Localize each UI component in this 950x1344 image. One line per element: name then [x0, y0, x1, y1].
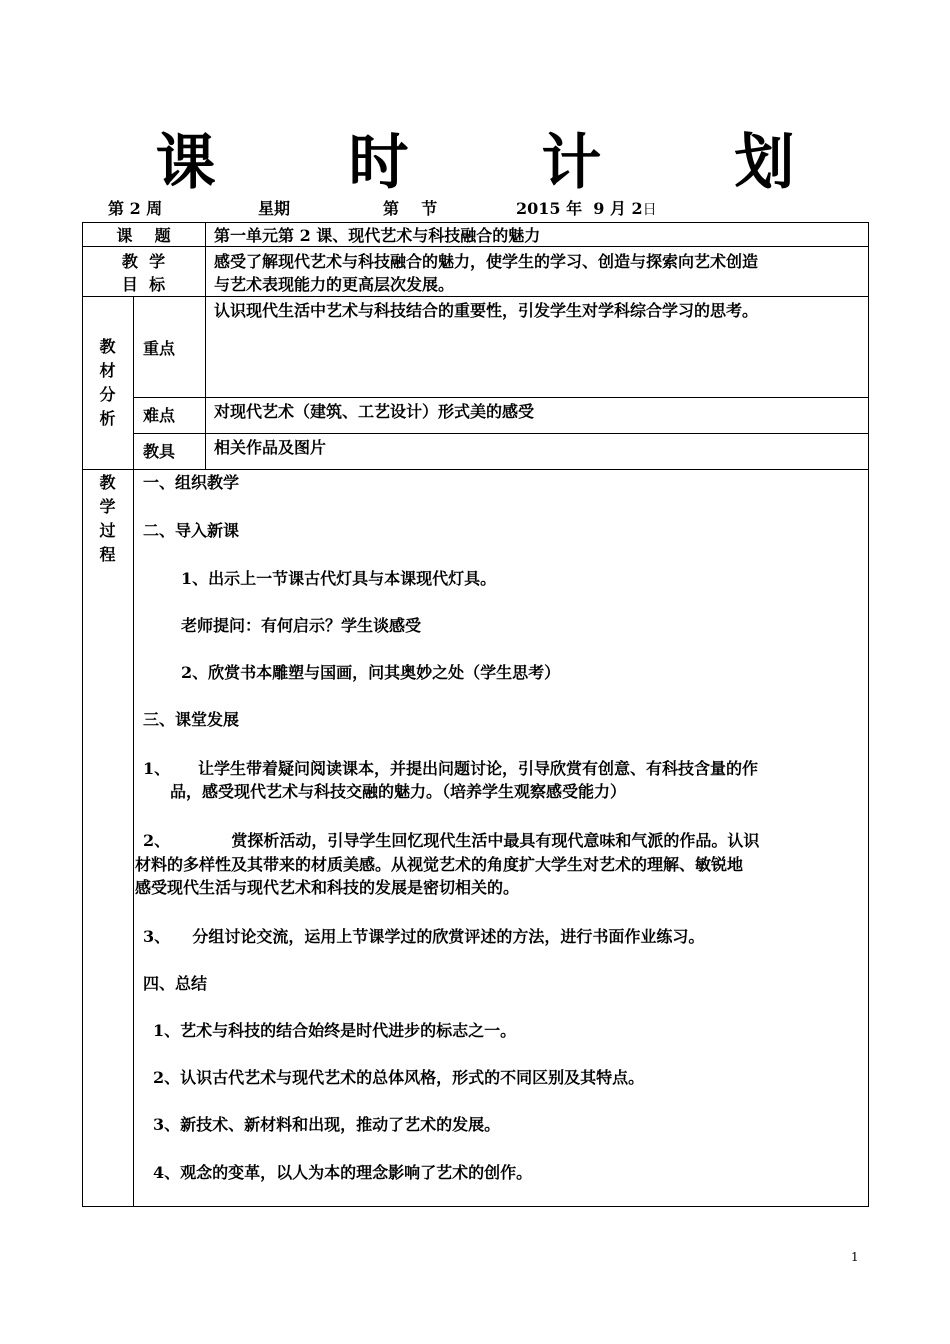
process-label: [82, 471, 133, 567]
process-line: 1、出示上一节课古代灯具与本课现代灯具。: [181, 569, 497, 588]
column-divider: [133, 296, 134, 1207]
process-line: 1、 让学生带着疑问阅读课本，并提出问题讨论，引导欣赏有创意、有科技含量的作: [143, 759, 758, 778]
analysis-label: [82, 335, 133, 431]
key-point-value: 认识现代生活中艺术与科技结合的重要性，引发学生对学科综合学习的思考。: [214, 301, 759, 320]
difficulty-label: 难点: [143, 406, 176, 425]
process-line: 2、认识古代艺术与现代艺术的总体风格，形式的不同区别及其特点。: [153, 1068, 645, 1087]
process-line: 2、欣赏书本雕塑与国画，问其奥妙之处（学生思考）: [181, 663, 561, 682]
page-number: 1: [851, 1250, 859, 1264]
analysis-label-char: 教: [99, 337, 116, 356]
process-line: 品，感受现代艺术与科技交融的魅力。（培养学生观察感受能力）: [170, 782, 627, 801]
process-line: 感受现代生活与现代艺术和科技的发展是密切相关的。: [135, 878, 520, 897]
process-label-char: 教: [99, 473, 116, 492]
key-point-label: 重点: [143, 339, 176, 358]
column-divider: [205, 222, 206, 296]
analysis-label-char: 析: [99, 409, 116, 428]
tools-label: 教具: [143, 442, 176, 461]
weekday-field: 星期: [258, 199, 291, 218]
process-label-char: 程: [99, 545, 116, 564]
goal-value-line-1: 感受了解现代艺术与科技融合的魅力，使学生的学习、创造与探索向艺术创造: [214, 252, 759, 271]
process-line: 2、 赏探析活动，引导学生回忆现代生活中最具有现代意味和气派的作品。认识: [143, 831, 760, 850]
analysis-label-char: 材: [99, 361, 116, 380]
process-line: 老师提问：有何启示？学生谈感受: [181, 616, 422, 635]
goal-label-line-1: 教 学: [121, 252, 166, 271]
process-line: 3、 分组讨论交流，运用上节课学过的欣赏评述的方法，进行书面作业练习。: [143, 927, 705, 946]
tools-value: 相关作品及图片: [214, 438, 327, 457]
topic-value: 第一单元第 2 课、现代艺术与科技融合的魅力: [214, 226, 541, 245]
process-line: 材料的多样性及其带来的材质美感。从视觉艺术的角度扩大学生对艺术的理解、敏锐地: [135, 855, 744, 874]
process-label-char: 学: [99, 497, 116, 516]
goal-label-line-2: 目 标: [121, 275, 166, 294]
process-line: 二、导入新课: [143, 521, 240, 540]
date-field: [516, 198, 657, 221]
process-line: 4、观念的变革，以人为本的理念影响了艺术的创作。: [153, 1163, 533, 1182]
process-line: 三、课堂发展: [143, 710, 240, 729]
row-divider: [133, 397, 869, 398]
process-line: 3、新技术、新材料和出现，推动了艺术的发展。: [153, 1115, 501, 1134]
process-line: 1、艺术与科技的结合始终是时代进步的标志之一。: [153, 1021, 517, 1040]
goal-value-line-2: 与艺术表现能力的更高层次发展。: [214, 275, 455, 294]
difficulty-value: 对现代艺术（建筑、工艺设计）形式美的感受: [214, 402, 535, 421]
section-field: 第 节: [383, 199, 438, 218]
row-divider: [82, 469, 869, 470]
week-field: 第 2 周: [108, 199, 163, 218]
process-line: 一、组织教学: [143, 473, 240, 492]
page-title: 课 时 计 划: [155, 128, 851, 198]
process-line: 四、总结: [143, 974, 208, 993]
date-value: 2015 年 9 月 2: [516, 199, 643, 218]
topic-label: 课 题: [116, 226, 171, 245]
analysis-label-char: 分: [99, 385, 116, 404]
process-label-char: 过: [99, 521, 116, 540]
column-divider: [205, 296, 206, 469]
row-divider: [133, 433, 869, 434]
date-suffix: 日: [642, 202, 657, 218]
